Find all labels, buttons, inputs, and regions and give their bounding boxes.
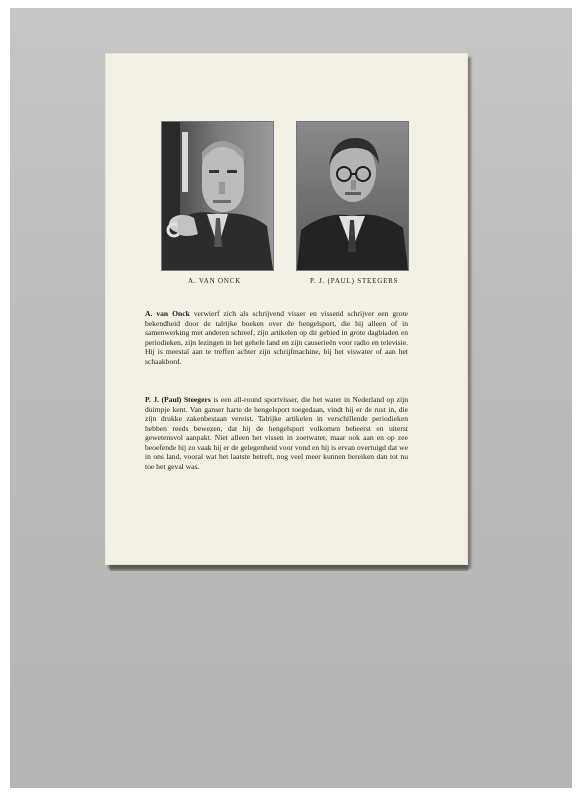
bio-van-onck	[145, 309, 408, 366]
bio-text: is een all-round sportvisser, die het water in Nederland op zijn duimpje kent. Van ganser harte de hengelsport toegedaan, vindt hij er de rust in, die zijn drukke zakenbestaan vereist. Talrijke artikelen in verschillende periodieken hebben reeds bewezen, dat hij de hengelsport volkomen beheerst en uiterst gewetensvol aanpakt. Niet alleen het vissen in zoetwater, maar ook aan en op zee beoefende hij zo vaak hij er de gelegenheid voor vond en hij is ervan overtuigd dat we in ons land, vooral wat het laatste betreft, nog veel meer kunnen bereiken dan tot nu toe het geval was.	[145, 395, 409, 471]
book-spine-edge	[110, 565, 468, 571]
bio-text: verwierf zich als schrijvend visser en vissend schrijver een grote bekendheid door de talrijke boeken over de hengelsport, die hij alleen of in samenwerking met anderen schreef, zijn artikelen op dit gebied in grote dagbladen en periodieken, zijn lezingen in het gehele land en zijn causerieën voor radio en televisie. Hij is meestal aan te treffen achter zijn schrijfmachine, bij het viswater of aan het schaakbord.	[145, 309, 408, 366]
portrait-photo-van-onck	[161, 121, 274, 271]
portrait-photo-steegers	[296, 121, 409, 271]
caption-steegers: P. J. (PAUL) STEEGERS	[310, 277, 399, 285]
bio-steegers	[145, 395, 408, 471]
bio-name: A. van Onck	[145, 309, 190, 318]
bio-name: P. J. (Paul) Steegers	[145, 395, 211, 404]
caption-van-onck: A. VAN ONCK	[188, 277, 242, 285]
book-back-cover	[105, 53, 468, 565]
